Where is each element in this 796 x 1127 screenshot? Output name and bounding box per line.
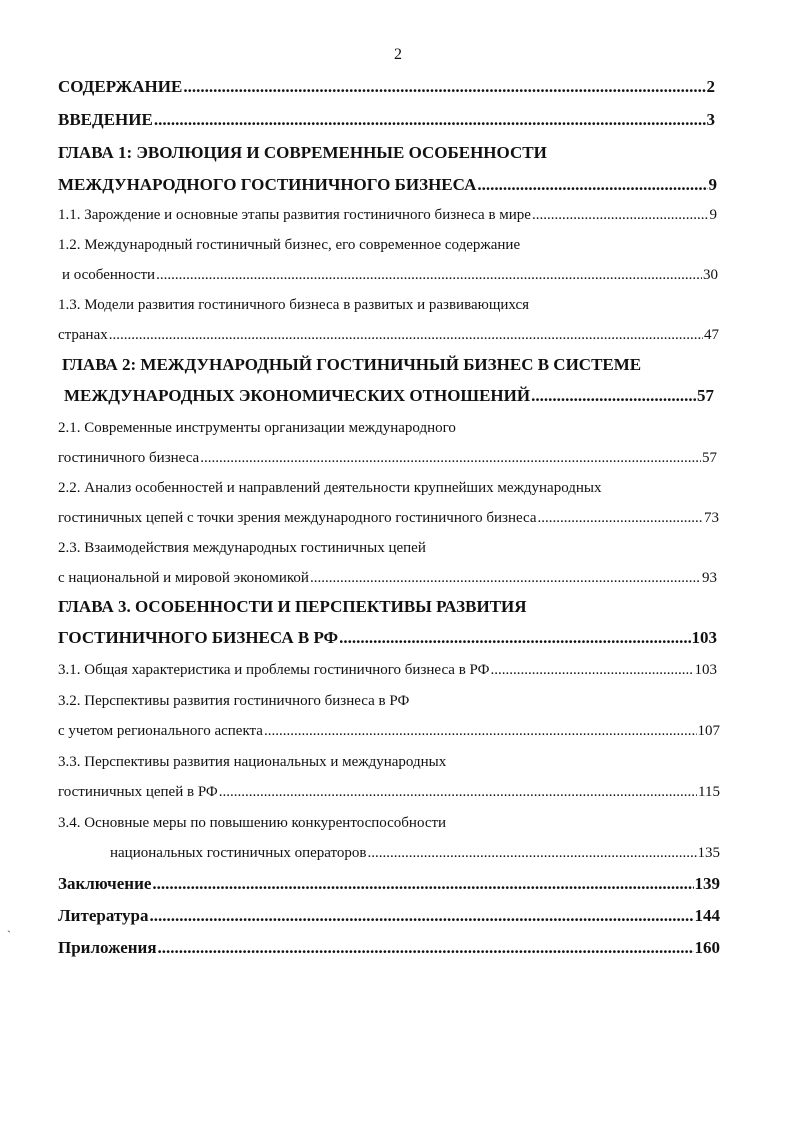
toc-page-number: 57 — [702, 450, 717, 466]
toc-entry-label: ВВЕДЕНИЕ — [58, 110, 153, 129]
toc-section-1-3-line1 — [58, 292, 738, 318]
toc-entry-introduction — [58, 107, 715, 133]
toc-page-number: 115 — [698, 784, 720, 800]
dot-leader — [310, 565, 701, 591]
toc-entry-contents — [58, 74, 715, 100]
page-number: 2 — [394, 46, 402, 63]
toc-page-number: 103 — [691, 628, 717, 647]
toc-section-3-3-line1 — [58, 749, 738, 775]
dot-leader — [532, 202, 709, 228]
toc-chapter-1-title-line2 — [58, 172, 717, 198]
toc-entry-label: ГЛАВА 2: МЕЖДУНАРОДНЫЙ ГОСТИНИЧНЫЙ БИЗНЕС В СИСТЕМЕ — [62, 355, 642, 374]
dot-leader — [477, 172, 707, 198]
dot-leader — [156, 262, 702, 288]
toc-page-number: 139 — [694, 874, 720, 893]
toc-page-number: 144 — [694, 906, 720, 925]
toc-section-1-2-line2 — [62, 262, 718, 288]
toc-page-number: 47 — [704, 327, 719, 343]
toc-entry-label: 1.3. Модели развития гостиничного бизнеса в развитых и развивающихся — [58, 297, 530, 313]
toc-entry-appendices — [58, 935, 720, 961]
toc-chapter-1-title-line1 — [58, 140, 738, 166]
toc-page-number: 73 — [704, 510, 719, 526]
dot-leader — [158, 935, 694, 961]
toc-page-number: 160 — [694, 938, 720, 957]
toc-page-number: 2 — [706, 77, 715, 96]
toc-entry-label: 3.1. Общая характеристика и проблемы гостиничного бизнеса в РФ — [58, 662, 490, 678]
toc-chapter-2-title-line2 — [64, 383, 714, 409]
toc-section-2-1-line2 — [58, 445, 717, 471]
toc-entry-label: гостиничных цепей с точки зрения международного гостиничного бизнеса — [58, 510, 537, 526]
toc-page-number: 93 — [702, 570, 717, 586]
toc-section-1-3-line2 — [58, 322, 719, 348]
toc-entry-label: 2.1. Современные инструменты организации международного — [58, 420, 456, 436]
toc-entry-label: 3.2. Перспективы развития гостиничного бизнеса в РФ — [58, 693, 410, 709]
toc-page-number: 103 — [694, 662, 717, 678]
toc-section-3-4-line2 — [110, 840, 720, 866]
dot-leader — [200, 445, 701, 471]
toc-entry-label: 2.3. Взаимодействия международных гостиничных цепей — [58, 540, 426, 556]
dot-leader — [152, 871, 693, 897]
toc-page-number: 9 — [709, 207, 717, 223]
toc-entry-label: МЕЖДУНАРОДНОГО ГОСТИНИЧНОГО БИЗНЕСА — [58, 175, 477, 194]
toc-page-number: 57 — [697, 386, 714, 405]
toc-entry-label: и особенности — [62, 267, 156, 283]
toc-section-3-1 — [58, 657, 717, 683]
dot-leader — [183, 74, 705, 100]
toc-chapter-3-title-line1 — [58, 594, 738, 620]
dot-leader — [154, 107, 706, 133]
toc-entry-label: Литература — [58, 906, 149, 925]
toc-entry-label: 2.2. Анализ особенностей и направлений деятельности крупнейших международных — [58, 480, 602, 496]
dot-leader — [149, 903, 693, 929]
dot-leader — [538, 505, 703, 531]
toc-page-number: 9 — [708, 175, 717, 194]
toc-section-2-3-line2 — [58, 565, 717, 591]
toc-entry-label: ГЛАВА 1: ЭВОЛЮЦИЯ И СОВРЕМЕННЫЕ ОСОБЕННОСТИ — [58, 143, 547, 162]
toc-entry-literature — [58, 903, 720, 929]
toc-entry-conclusion — [58, 871, 720, 897]
toc-section-3-4-line1 — [58, 810, 738, 836]
dot-leader — [219, 779, 697, 805]
toc-entry-label: ГОСТИНИЧНОГО БИЗНЕСА В РФ — [58, 628, 339, 647]
toc-page-number: 107 — [697, 723, 720, 739]
toc-entry-label: МЕЖДУНАРОДНЫХ ЭКОНОМИЧЕСКИХ ОТНОШЕНИЙ — [64, 386, 531, 405]
toc-page-number: 30 — [703, 267, 718, 283]
toc-entry-label: национальных гостиничных операторов — [110, 845, 367, 861]
toc-entry-label: Заключение — [58, 874, 152, 893]
toc-chapter-2-title-line1 — [62, 352, 742, 378]
toc-entry-label: с учетом регионального аспекта — [58, 723, 263, 739]
toc-page-number: 135 — [697, 845, 720, 861]
toc-entry-label: 1.1. Зарождение и основные этапы развития гостиничного бизнеса в мире — [58, 207, 531, 223]
toc-section-2-2-line1 — [58, 475, 738, 501]
toc-entry-label: Приложения — [58, 938, 157, 957]
toc-section-3-2-line1 — [58, 688, 738, 714]
toc-entry-label: гостиничного бизнеса — [58, 450, 200, 466]
toc-entry-label: СОДЕРЖАНИЕ — [58, 77, 183, 96]
dot-leader — [367, 840, 696, 866]
toc-chapter-3-title-line2 — [58, 625, 717, 651]
toc-page-number: 3 — [706, 110, 715, 129]
toc-section-3-2-line2 — [58, 718, 720, 744]
dot-leader — [531, 383, 696, 409]
dot-leader — [264, 718, 697, 744]
scan-artifact-mark: ` — [7, 928, 11, 942]
toc-entry-label: 3.4. Основные меры по повышению конкурентоспособности — [58, 815, 447, 831]
toc-entry-label: странах — [58, 327, 108, 343]
toc-entry-label: 1.2. Международный гостиничный бизнес, его современное содержание — [58, 237, 521, 253]
toc-section-2-2-line2 — [58, 505, 719, 531]
toc-entry-label: 3.3. Перспективы развития национальных и международных — [58, 754, 447, 770]
dot-leader — [490, 657, 693, 683]
toc-section-1-2-line1 — [58, 232, 738, 258]
toc-entry-label: с национальной и мировой экономикой — [58, 570, 309, 586]
toc-section-2-1-line1 — [58, 415, 738, 441]
toc-entry-label: ГЛАВА 3. ОСОБЕННОСТИ И ПЕРСПЕКТИВЫ РАЗВИТИЯ — [58, 597, 527, 616]
toc-entry-label: гостиничных цепей в РФ — [58, 784, 218, 800]
toc-section-1-1 — [58, 202, 717, 228]
toc-section-2-3-line1 — [58, 535, 738, 561]
dot-leader — [109, 322, 703, 348]
toc-section-3-3-line2 — [58, 779, 720, 805]
dot-leader — [339, 625, 690, 651]
